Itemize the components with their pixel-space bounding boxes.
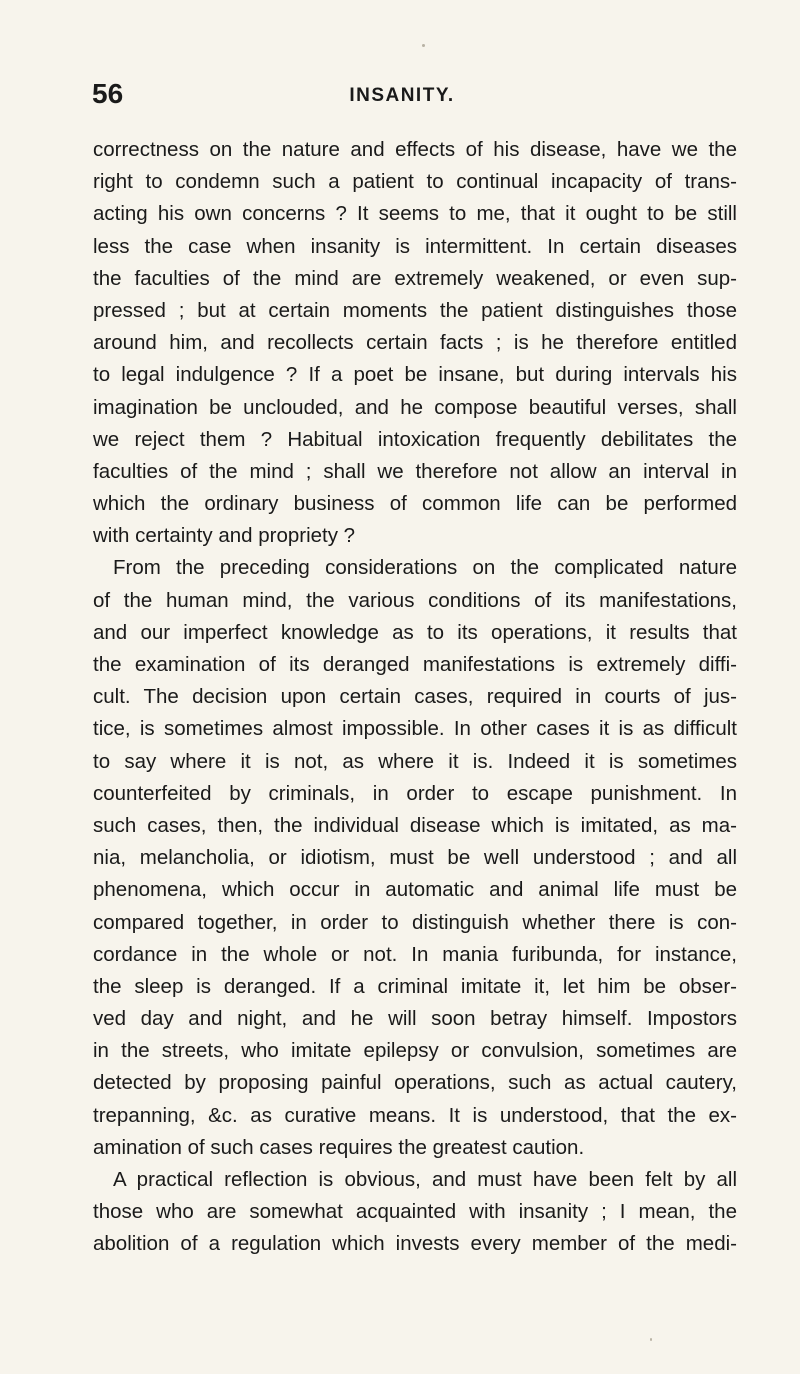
text-line: we reject them ? Habitual intoxication frequently debilitates the [93,427,737,451]
text-line: right to condemn such a patient to continual incapacity of trans- [93,170,737,194]
text-line: and our imperfect knowledge as to its operations, it results that [93,620,737,644]
text-line: those who are somewhat acquainted with insanity ; I mean, the [93,1200,737,1224]
text-line: which the ordinary business of common life can be performed [93,492,737,516]
running-head [92,78,712,110]
text-line: From the preceding considerations on the complicated nature [113,556,737,580]
text-line: phenomena, which occur in automatic and animal life must be [93,878,737,902]
text-line: in the streets, who imitate epilepsy or convulsion, sometimes are [93,1039,737,1063]
page-number: 56 [92,78,124,109]
text-line: to legal indulgence ? If a poet be insane, but during intervals his [93,363,737,387]
text-line: imagination be unclouded, and he compose beautiful verses, shall [93,395,737,419]
text-line: with certainty and propriety ? [93,524,356,548]
text-line: amination of such cases requires the greatest caution. [93,1135,585,1159]
text-line: cordance in the whole or not. In mania furibunda, for instance, [93,942,737,966]
text-line: A practical reflection is obvious, and must have been felt by all [113,1168,737,1191]
text-line: less the case when insanity is intermittent. In certain diseases [93,234,737,258]
text-line: of the human mind, the various conditions of its manifestations, [93,588,737,612]
text-line: such cases, then, the individual disease which is imitated, as ma- [93,813,737,837]
text-line: around him, and recollects certain facts ; is he therefore entitled [93,331,737,355]
text-line: cult. The decision upon certain cases, required in courts of jus- [93,685,737,709]
text-line: trepanning, &c. as curative means. It is understood, that the ex- [93,1103,737,1127]
text-line: counterfeited by criminals, in order to escape punishment. In [93,781,737,805]
paper-speck [422,44,425,47]
text-line: ved day and night, and he will soon betray himself. Impostors [93,1007,737,1031]
text-line: nia, melancholia, or idiotism, must be well understood ; and all [93,846,737,870]
text-line: compared together, in order to distinguish whether there is con- [93,910,737,934]
text-line: the sleep is deranged. If a criminal imitate it, let him be obser- [93,974,737,998]
text-line: correctness on the nature and effects of his disease, have we the [93,138,737,161]
text-line: acting his own concerns ? It seems to me, that it ought to be still [93,202,737,226]
body-text [93,134,737,1261]
paper-speck [650,1338,652,1341]
text-line: detected by proposing painful operations, such as actual cautery, [93,1071,737,1095]
text-line: the faculties of the mind are extremely weakened, or even sup- [93,266,737,290]
text-line: pressed ; but at certain moments the patient distinguishes those [93,298,737,322]
text-line: abolition of a regulation which invests every member of the medi- [93,1232,737,1256]
text-line: to say where it is not, as where it is. Indeed it is sometimes [93,749,737,773]
text-line: the examination of its deranged manifestations is extremely diffi- [93,653,737,676]
running-title: INSANITY. [349,85,455,106]
text-line: tice, is sometimes almost impossible. In other cases it is as difficult [93,717,737,741]
text-line: faculties of the mind ; shall we therefore not allow an interval in [93,459,737,483]
